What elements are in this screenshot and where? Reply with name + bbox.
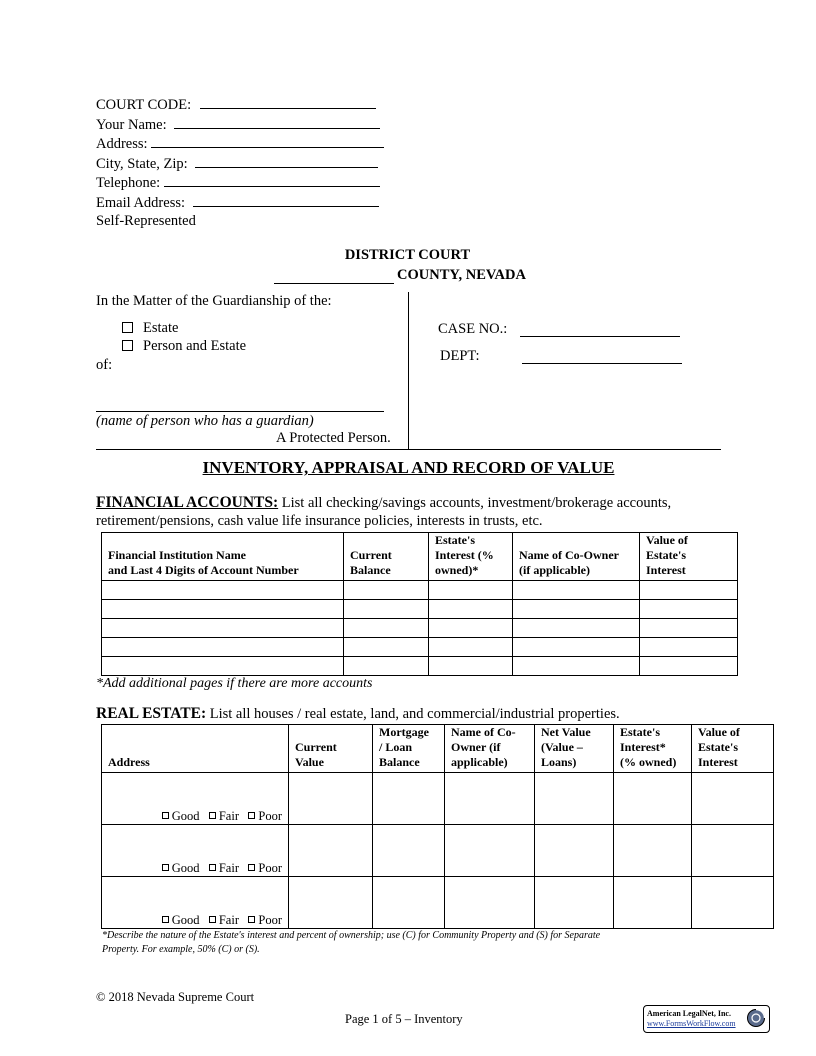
court-code-row bbox=[96, 95, 384, 115]
table-cell[interactable] bbox=[429, 600, 513, 619]
table-cell[interactable] bbox=[102, 657, 344, 676]
table-cell[interactable] bbox=[289, 877, 373, 929]
filer-info-block bbox=[96, 95, 384, 231]
financial-header-row bbox=[102, 533, 738, 581]
address-cell[interactable] bbox=[102, 825, 289, 877]
good-label: Good bbox=[171, 861, 200, 875]
table-cell[interactable] bbox=[640, 657, 738, 676]
real-estate-heading: REAL ESTATE: bbox=[96, 705, 207, 722]
email-field[interactable] bbox=[193, 193, 379, 207]
good-checkbox[interactable] bbox=[162, 812, 169, 819]
financial-accounts-intro bbox=[96, 494, 736, 530]
legalnet-logo bbox=[643, 1005, 770, 1033]
estate-option[interactable] bbox=[122, 320, 178, 337]
table-cell[interactable] bbox=[344, 581, 429, 600]
your-name-field[interactable] bbox=[174, 115, 380, 129]
col-re-co-owner: Name of Co- Owner (if applicable) bbox=[445, 725, 535, 773]
caption-divider-horizontal bbox=[96, 449, 721, 450]
copyright: © 2018 Nevada Supreme Court bbox=[96, 990, 255, 1004]
table-cell[interactable] bbox=[513, 619, 640, 638]
table-cell[interactable] bbox=[513, 638, 640, 657]
caption-divider-vertical bbox=[408, 292, 409, 450]
col-co-owner: Name of Co-Owner (if applicable) bbox=[513, 533, 640, 581]
table-cell[interactable] bbox=[429, 638, 513, 657]
table-cell[interactable] bbox=[102, 600, 344, 619]
real-estate-header-row bbox=[102, 725, 774, 773]
estate-checkbox[interactable] bbox=[122, 322, 133, 333]
table-cell[interactable] bbox=[640, 600, 738, 619]
city-state-zip-label: City, State, Zip: bbox=[96, 155, 188, 172]
self-represented-label: Self-Represented bbox=[96, 213, 196, 229]
address-field[interactable] bbox=[151, 134, 384, 148]
table-cell[interactable] bbox=[344, 657, 429, 676]
table-cell[interactable] bbox=[445, 877, 535, 929]
table-cell[interactable] bbox=[640, 619, 738, 638]
col-re-value-of-interest: Value of Estate's Interest bbox=[692, 725, 774, 773]
page-number: Page 1 of 5 – Inventory bbox=[345, 1012, 463, 1026]
address-label: Address: bbox=[96, 136, 148, 152]
table-cell[interactable] bbox=[614, 877, 692, 929]
real-estate-intro bbox=[96, 705, 746, 723]
poor-label: Poor bbox=[258, 913, 282, 927]
telephone-row bbox=[96, 173, 384, 193]
table-cell[interactable] bbox=[640, 581, 738, 600]
name-hint: (name of person who has a guardian) bbox=[96, 413, 314, 429]
col-institution: Financial Institution Name and Last 4 Digits of Account Number bbox=[102, 533, 344, 581]
telephone-field[interactable] bbox=[164, 173, 380, 187]
address-row bbox=[96, 134, 384, 154]
financial-accounts-heading: FINANCIAL ACCOUNTS: bbox=[96, 494, 279, 511]
table-cell[interactable] bbox=[289, 773, 373, 825]
financial-accounts-text2: retirement/pensions, cash value life insurance policies, interests in trusts, etc. bbox=[96, 513, 543, 529]
fair-checkbox[interactable] bbox=[209, 812, 216, 819]
county-field[interactable] bbox=[274, 270, 394, 284]
fair-label: Fair bbox=[218, 809, 239, 823]
your-name-row bbox=[96, 115, 384, 135]
table-cell[interactable] bbox=[289, 825, 373, 877]
person-and-estate-label: Person and Estate bbox=[143, 338, 247, 354]
poor-checkbox[interactable] bbox=[248, 812, 255, 819]
good-label: Good bbox=[171, 809, 200, 823]
table-cell[interactable] bbox=[535, 877, 614, 929]
court-code-label: COURT CODE: bbox=[96, 97, 192, 113]
table-cell[interactable] bbox=[445, 825, 535, 877]
table-cell[interactable] bbox=[614, 773, 692, 825]
table-cell[interactable] bbox=[535, 825, 614, 877]
col-current-balance: Current Balance bbox=[344, 533, 429, 581]
table-cell[interactable] bbox=[692, 877, 774, 929]
table-row bbox=[102, 657, 738, 676]
form-title: INVENTORY, APPRAISAL AND RECORD OF VALUE bbox=[202, 458, 615, 477]
col-estate-interest: Estate's Interest (% owned)* bbox=[429, 533, 513, 581]
additional-pages-note: *Add additional pages if there are more accounts bbox=[96, 676, 373, 691]
email-label: Email Address: bbox=[96, 194, 186, 211]
table-cell[interactable] bbox=[692, 773, 774, 825]
table-cell[interactable] bbox=[373, 877, 445, 929]
good-checkbox[interactable] bbox=[162, 916, 169, 923]
telephone-label: Telephone: bbox=[96, 175, 161, 191]
table-cell[interactable] bbox=[692, 825, 774, 877]
court-name: DISTRICT COURT bbox=[344, 247, 471, 263]
table-row bbox=[102, 600, 738, 619]
fair-checkbox[interactable] bbox=[209, 916, 216, 923]
col-current-value: Current Value bbox=[289, 725, 373, 773]
good-label: Good bbox=[171, 913, 200, 927]
globe-icon bbox=[746, 1008, 766, 1028]
col-re-estate-interest: Estate's Interest* (% owned) bbox=[614, 725, 692, 773]
financial-accounts-text1: List all checking/savings accounts, investment/brokerage accounts, bbox=[278, 495, 672, 511]
email-row bbox=[96, 193, 384, 213]
dept-field[interactable] bbox=[522, 350, 682, 364]
your-name-label: Your Name: bbox=[96, 116, 167, 133]
county-state: COUNTY, NEVADA bbox=[397, 267, 526, 283]
table-cell[interactable] bbox=[344, 638, 429, 657]
col-net-value: Net Value (Value – Loans) bbox=[535, 725, 614, 773]
real-estate-text: List all houses / real estate, land, and commercial/industrial properties. bbox=[206, 706, 620, 722]
protected-person-label: A Protected Person. bbox=[276, 430, 391, 446]
of-label: of: bbox=[96, 357, 113, 373]
city-state-zip-field[interactable] bbox=[195, 154, 378, 168]
fair-checkbox[interactable] bbox=[209, 864, 216, 871]
court-code-field[interactable] bbox=[200, 95, 376, 109]
col-address: Address bbox=[102, 725, 289, 773]
fair-label: Fair bbox=[218, 861, 239, 875]
table-row bbox=[102, 638, 738, 657]
table-cell[interactable] bbox=[373, 825, 445, 877]
table-cell[interactable] bbox=[102, 638, 344, 657]
table-cell[interactable] bbox=[513, 581, 640, 600]
poor-label: Poor bbox=[258, 861, 282, 875]
real-estate-footnote bbox=[102, 929, 762, 957]
protected-person-name-field[interactable] bbox=[96, 411, 384, 412]
estate-option-label: Estate bbox=[143, 320, 179, 336]
table-cell[interactable] bbox=[429, 619, 513, 638]
table-cell[interactable] bbox=[102, 581, 344, 600]
poor-checkbox[interactable] bbox=[248, 864, 255, 871]
table-cell[interactable] bbox=[344, 600, 429, 619]
address-cell[interactable] bbox=[102, 877, 289, 929]
person-and-estate-option[interactable] bbox=[122, 338, 246, 355]
table-cell[interactable] bbox=[614, 825, 692, 877]
good-checkbox[interactable] bbox=[162, 864, 169, 871]
col-mortgage: Mortgage / Loan Balance bbox=[373, 725, 445, 773]
case-no-field[interactable] bbox=[520, 323, 680, 337]
table-cell[interactable] bbox=[344, 619, 429, 638]
matter-label: In the Matter of the Guardianship of the: bbox=[96, 293, 332, 309]
dept-label: DEPT: bbox=[440, 348, 480, 364]
table-row bbox=[102, 619, 738, 638]
city-state-zip-row bbox=[96, 154, 384, 174]
col-value-of-interest: Value of Estate's Interest bbox=[640, 533, 738, 581]
table-row bbox=[102, 877, 774, 929]
table-cell[interactable] bbox=[513, 657, 640, 676]
poor-label: Poor bbox=[258, 809, 282, 823]
footnote-line1: *Describe the nature of the Estate's interest and percent of ownership; use (C) for Community Property and (S) for Separate bbox=[102, 930, 601, 941]
table-cell[interactable] bbox=[513, 600, 640, 619]
table-cell[interactable] bbox=[429, 581, 513, 600]
logo-company: American LegalNet, Inc. bbox=[647, 1009, 731, 1018]
case-no-label: CASE NO.: bbox=[438, 321, 508, 337]
table-row bbox=[102, 773, 774, 825]
table-row bbox=[102, 825, 774, 877]
logo-url: www.FormsWorkFlow.com bbox=[647, 1019, 736, 1028]
table-cell[interactable] bbox=[445, 773, 535, 825]
person-and-estate-checkbox[interactable] bbox=[122, 340, 133, 351]
table-cell[interactable] bbox=[429, 657, 513, 676]
real-estate-table bbox=[101, 724, 774, 929]
footnote-line2: Property. For example, 50% (C) or (S). bbox=[102, 944, 260, 955]
fair-label: Fair bbox=[218, 913, 239, 927]
table-cell[interactable] bbox=[640, 638, 738, 657]
table-cell[interactable] bbox=[102, 619, 344, 638]
poor-checkbox[interactable] bbox=[248, 916, 255, 923]
address-cell[interactable] bbox=[102, 773, 289, 825]
table-cell[interactable] bbox=[373, 773, 445, 825]
financial-accounts-table bbox=[101, 532, 738, 676]
table-cell[interactable] bbox=[535, 773, 614, 825]
table-row bbox=[102, 581, 738, 600]
